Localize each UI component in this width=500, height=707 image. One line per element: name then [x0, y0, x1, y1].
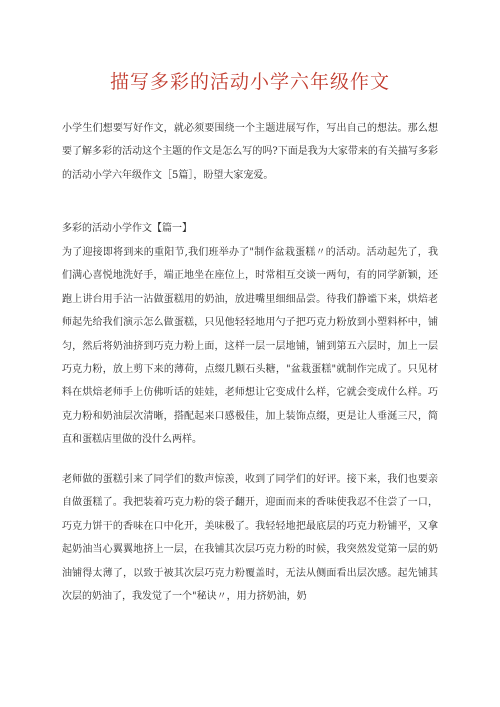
intro-text: 小学生们想要写好作文，就必须要围绕一个主题进展写作，写出自己的想法。那么想要了解多彩的活动这个主题的作文是怎么写的吗?下面是我为大家带来的有关描写多彩的活动小学六年级作文［5篇］，盼望大家宠爱。	[62, 123, 438, 181]
paragraph-text: 老师做的蛋糕引来了同学们的数声惊羡，收到了同学们的好评。接下来，我们也要亲自做蛋糕了。我把装着巧克力粉的袋子翻开，迎面而来的香味使我忍不住尝了一口，巧克力饼干的香味在口中化开，美味极了。我轻轻地把最底层的巧克力粉铺平，又拿起奶油当心翼翼地挤上一层，在我铺其次层巧克力粉的时候，我突然发觉第一层的奶油铺得太薄了，以致于被其次层巧克力粉覆盖时，无法从侧面看出层次感。起先铺其次层的奶油了，我发觉了一个"秘诀〃，用力挤奶油，奶	[62, 474, 438, 603]
paragraph-text: 为了迎接即将到来的重阳节,我们班举办了"制作盆栽蛋糕〃的活动。活动起先了，我们满心喜悦地洗好手，端正地坐在座位上，时常相互交谈一两句，有的同学新颖，还跑上讲台用手沾一沾做蛋糕用的奶油，放进嘴里细细品尝。待我们静谧下来，烘焙老师起先给我们演示怎么做蛋糕，只见他轻轻地用勺子把巧克力粉放到小塑料杯中，铺匀，然后将奶油挤到巧克力粉上面，这样一层一层地铺，铺到第五六层时，加上一层巧克力粉，放上剪下来的薄荷，点缀几颗石头糖，"盆栽蛋糕"就制作完成了。只见材料在烘焙老师手上仿佛听话的娃娃，老师想让它变成什么样，它就会变成什么样。巧克力粉和奶油层次清晰，搭配起来口感极佳，加上装饰点缀，更是让人垂涎三尺，简直和蛋糕店里做的没什么两样。	[62, 247, 438, 446]
section-heading: 多彩的活动小学作文【篇一】	[62, 223, 192, 234]
intro-paragraph	[62, 117, 438, 187]
body-paragraph-2	[62, 468, 438, 608]
document-title: 描写多彩的活动小学六年级作文	[109, 71, 390, 93]
body-paragraph-1	[62, 241, 438, 452]
